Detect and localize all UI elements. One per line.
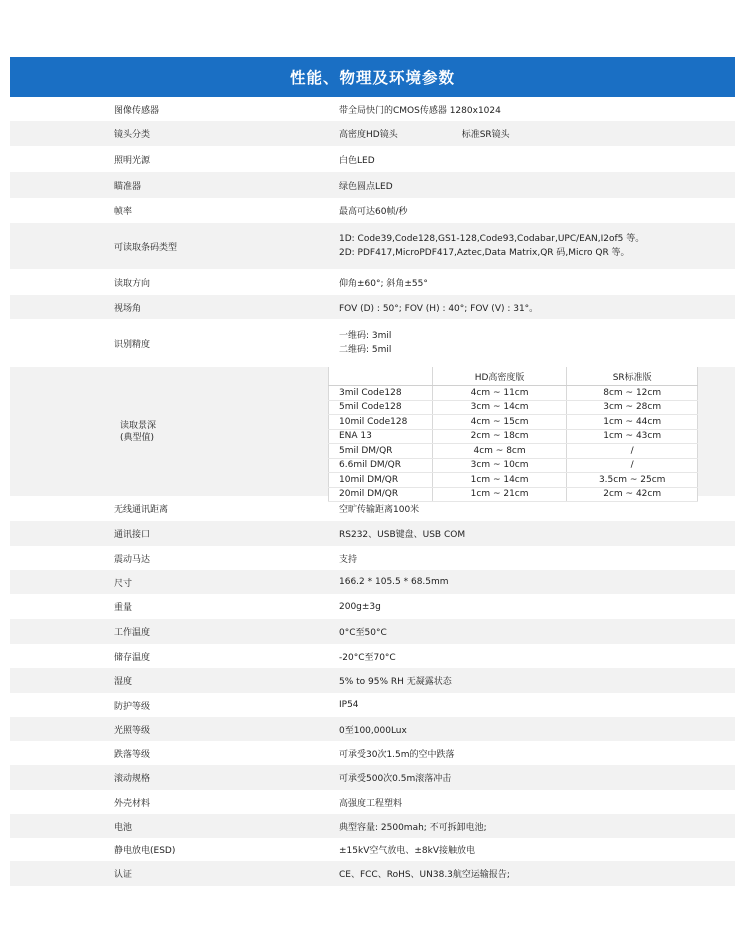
spec-label: 图像传感器 — [114, 105, 160, 116]
dof-hd-range: 2cm ~ 18cm — [432, 429, 567, 444]
spec-label: 电池 — [114, 822, 133, 833]
spec-row-image-sensor — [10, 97, 735, 121]
spec-label: 震动马达 — [114, 554, 151, 565]
dof-sr-range: / — [567, 444, 698, 459]
spec-label: 工作温度 — [114, 628, 151, 638]
spec-row-read-angle — [10, 269, 735, 295]
spec-label: 可读取条码类型 — [114, 242, 178, 253]
spec-label: 读取方向 — [114, 278, 151, 289]
spec-value: 高强度工程塑料 — [339, 798, 403, 809]
spec-label: 防护等级 — [114, 701, 151, 712]
spec-label: 镜头分类 — [114, 130, 151, 140]
spec-label: 湿度 — [114, 677, 133, 687]
dof-hd-range: 3cm ~ 10cm — [432, 458, 567, 473]
spec-row-tumble — [10, 765, 735, 790]
dof-header-row — [329, 367, 698, 386]
dof-header-sr: SR标准版 — [567, 367, 698, 386]
spec-value: 166.2 * 105.5 * 68.5mm — [339, 577, 449, 587]
lens-hd: 高密度HD镜头 — [339, 130, 398, 140]
spec-value: 带全局快门的CMOS传感器 1280x1024 — [339, 105, 501, 116]
spec-row-esd — [10, 838, 735, 861]
spec-value: FOV (D) : 50°; FOV (H) : 40°; FOV (V) : 31°。 — [339, 303, 539, 314]
spec-label: 滚动规格 — [114, 774, 151, 784]
spec-row-illumination — [10, 146, 735, 172]
spec-value: ±15kV空气放电、±8kV接触放电 — [339, 846, 475, 856]
dof-code: 10mil Code128 — [329, 415, 433, 430]
spec-row-battery — [10, 814, 735, 838]
spec-value: CE、FCC、RoHS、UN38.3航空运输报告; — [339, 870, 510, 880]
spec-row-aimer — [10, 172, 735, 198]
dof-hd-range: 4cm ~ 8cm — [432, 444, 567, 459]
dof-table-row — [329, 444, 698, 459]
dof-sr-range: / — [567, 458, 698, 473]
dof-sr-range: 3.5cm ~ 25cm — [567, 473, 698, 488]
dof-hd-range: 4cm ~ 11cm — [432, 386, 567, 401]
spec-row-fov — [10, 295, 735, 319]
dof-sr-range: 8cm ~ 12cm — [567, 386, 698, 401]
dof-sr-range: 1cm ~ 43cm — [567, 429, 698, 444]
spec-row-resolution — [10, 319, 735, 367]
spec-label: 通讯接口 — [114, 530, 151, 540]
dof-code: 10mil DM/QR — [329, 473, 433, 488]
spec-row-ambient-light — [10, 717, 735, 741]
spec-label: 重量 — [114, 603, 133, 613]
symbologies-1d: 1D: Code39,Code128,GS1-128,Code93,Codabar,UPC/EAN,I2of5 等。 — [339, 234, 645, 244]
dof-header-code — [329, 367, 433, 386]
lens-sr: 标准SR镜头 — [461, 130, 510, 140]
dof-code: ENA 13 — [329, 429, 433, 444]
spec-value: 白色LED — [339, 155, 375, 166]
spec-label: 尺寸 — [114, 578, 133, 589]
dof-table-row — [329, 458, 698, 473]
dof-hd-range: 1cm ~ 21cm — [432, 487, 567, 502]
dof-label-line2: (典型值) — [120, 432, 155, 443]
dof-sr-range: 3cm ~ 28cm — [567, 400, 698, 415]
spec-row-drop — [10, 741, 735, 765]
spec-value — [236, 127, 735, 140]
spec-value: 可承受500次0.5m滚落冲击 — [339, 774, 452, 784]
dof-code: 6.6mil DM/QR — [329, 458, 433, 473]
spec-label: 跌落等级 — [114, 749, 151, 760]
spec-row-vibration — [10, 546, 735, 570]
spec-row-humidity — [10, 668, 735, 693]
dof-code: 5mil DM/QR — [329, 444, 433, 459]
spec-label: 无线通讯距离 — [114, 505, 169, 515]
spec-value: IP54 — [339, 700, 359, 710]
spec-value: 支持 — [339, 554, 358, 565]
dof-table-row — [329, 415, 698, 430]
dof-header-hd: HD高密度版 — [432, 367, 567, 386]
dof-table — [328, 367, 698, 502]
spec-label: 瞄准器 — [114, 181, 142, 192]
resolution-1d: 一维码: 3mil — [339, 331, 392, 341]
symbologies-2d: 2D: PDF417,MicroPDF417,Aztec,Data Matrix,QR 码,Micro QR 等。 — [339, 248, 630, 258]
spec-value: 200g±3g — [339, 601, 381, 612]
spec-row-storage-temp — [10, 644, 735, 668]
dof-table-row — [329, 400, 698, 415]
dof-hd-range: 4cm ~ 15cm — [432, 415, 567, 430]
spec-value: 绿色圆点LED — [339, 181, 393, 192]
spec-label: 识别精度 — [114, 339, 151, 350]
spec-label: 帧率 — [114, 207, 133, 217]
spec-row-symbologies — [10, 223, 735, 269]
spec-row-dimensions — [10, 570, 735, 594]
spec-label: 外壳材料 — [114, 798, 151, 809]
spec-value: 0°C至50°C — [339, 628, 387, 638]
dof-sr-range: 1cm ~ 44cm — [567, 415, 698, 430]
dof-hd-range: 1cm ~ 14cm — [432, 473, 567, 488]
dof-table-row — [329, 429, 698, 444]
spec-row-depth-of-field — [10, 367, 735, 500]
resolution-2d: 二维码: 5mil — [339, 345, 392, 355]
spec-value: 0至100,000Lux — [339, 725, 407, 736]
spec-row-frame-rate — [10, 198, 735, 223]
spec-value: 仰角±60°; 斜角±55° — [339, 278, 428, 289]
dof-table-row — [329, 487, 698, 502]
section-title: 性能、物理及环境参数 — [10, 57, 735, 97]
dof-table-row — [329, 473, 698, 488]
dof-sr-range: 2cm ~ 42cm — [567, 487, 698, 502]
dof-code: 20mil DM/QR — [329, 487, 433, 502]
dof-table-row — [329, 386, 698, 401]
spec-label: 照明光源 — [114, 155, 151, 166]
spec-row-protection — [10, 693, 735, 717]
spec-value: -20°C至70°C — [339, 652, 396, 663]
spec-row-interface — [10, 521, 735, 546]
spec-row-operating-temp — [10, 619, 735, 644]
spec-label: 光照等级 — [114, 725, 151, 736]
spec-row-lens-type — [10, 121, 735, 146]
spec-value: 5% to 95% RH 无凝露状态 — [339, 677, 452, 687]
dof-hd-range: 3cm ~ 14cm — [432, 400, 567, 415]
spec-value: 最高可达60帧/秒 — [339, 207, 408, 217]
spec-value — [236, 329, 735, 357]
spec-value: 典型容量: 2500mah; 不可拆卸电池; — [339, 822, 487, 833]
dof-code: 5mil Code128 — [329, 400, 433, 415]
spec-value: RS232、USB键盘、USB COM — [339, 530, 466, 540]
spec-value — [236, 232, 735, 260]
spec-row-housing — [10, 790, 735, 814]
spec-row-certification — [10, 861, 735, 886]
dof-code: 3mil Code128 — [329, 386, 433, 401]
spec-label: 认证 — [114, 870, 133, 880]
spec-label: 储存温度 — [114, 652, 151, 663]
spec-sheet — [10, 57, 735, 886]
spec-row-weight — [10, 594, 735, 619]
dof-label — [10, 367, 328, 496]
spec-value: 空旷传输距离100米 — [339, 505, 420, 515]
spec-label: 静电放电(ESD) — [114, 846, 176, 856]
spec-label: 视场角 — [114, 303, 142, 314]
spec-value: 可承受30次1.5m的空中跌落 — [339, 749, 455, 760]
dof-label-line1: 读取景深 — [120, 420, 157, 431]
